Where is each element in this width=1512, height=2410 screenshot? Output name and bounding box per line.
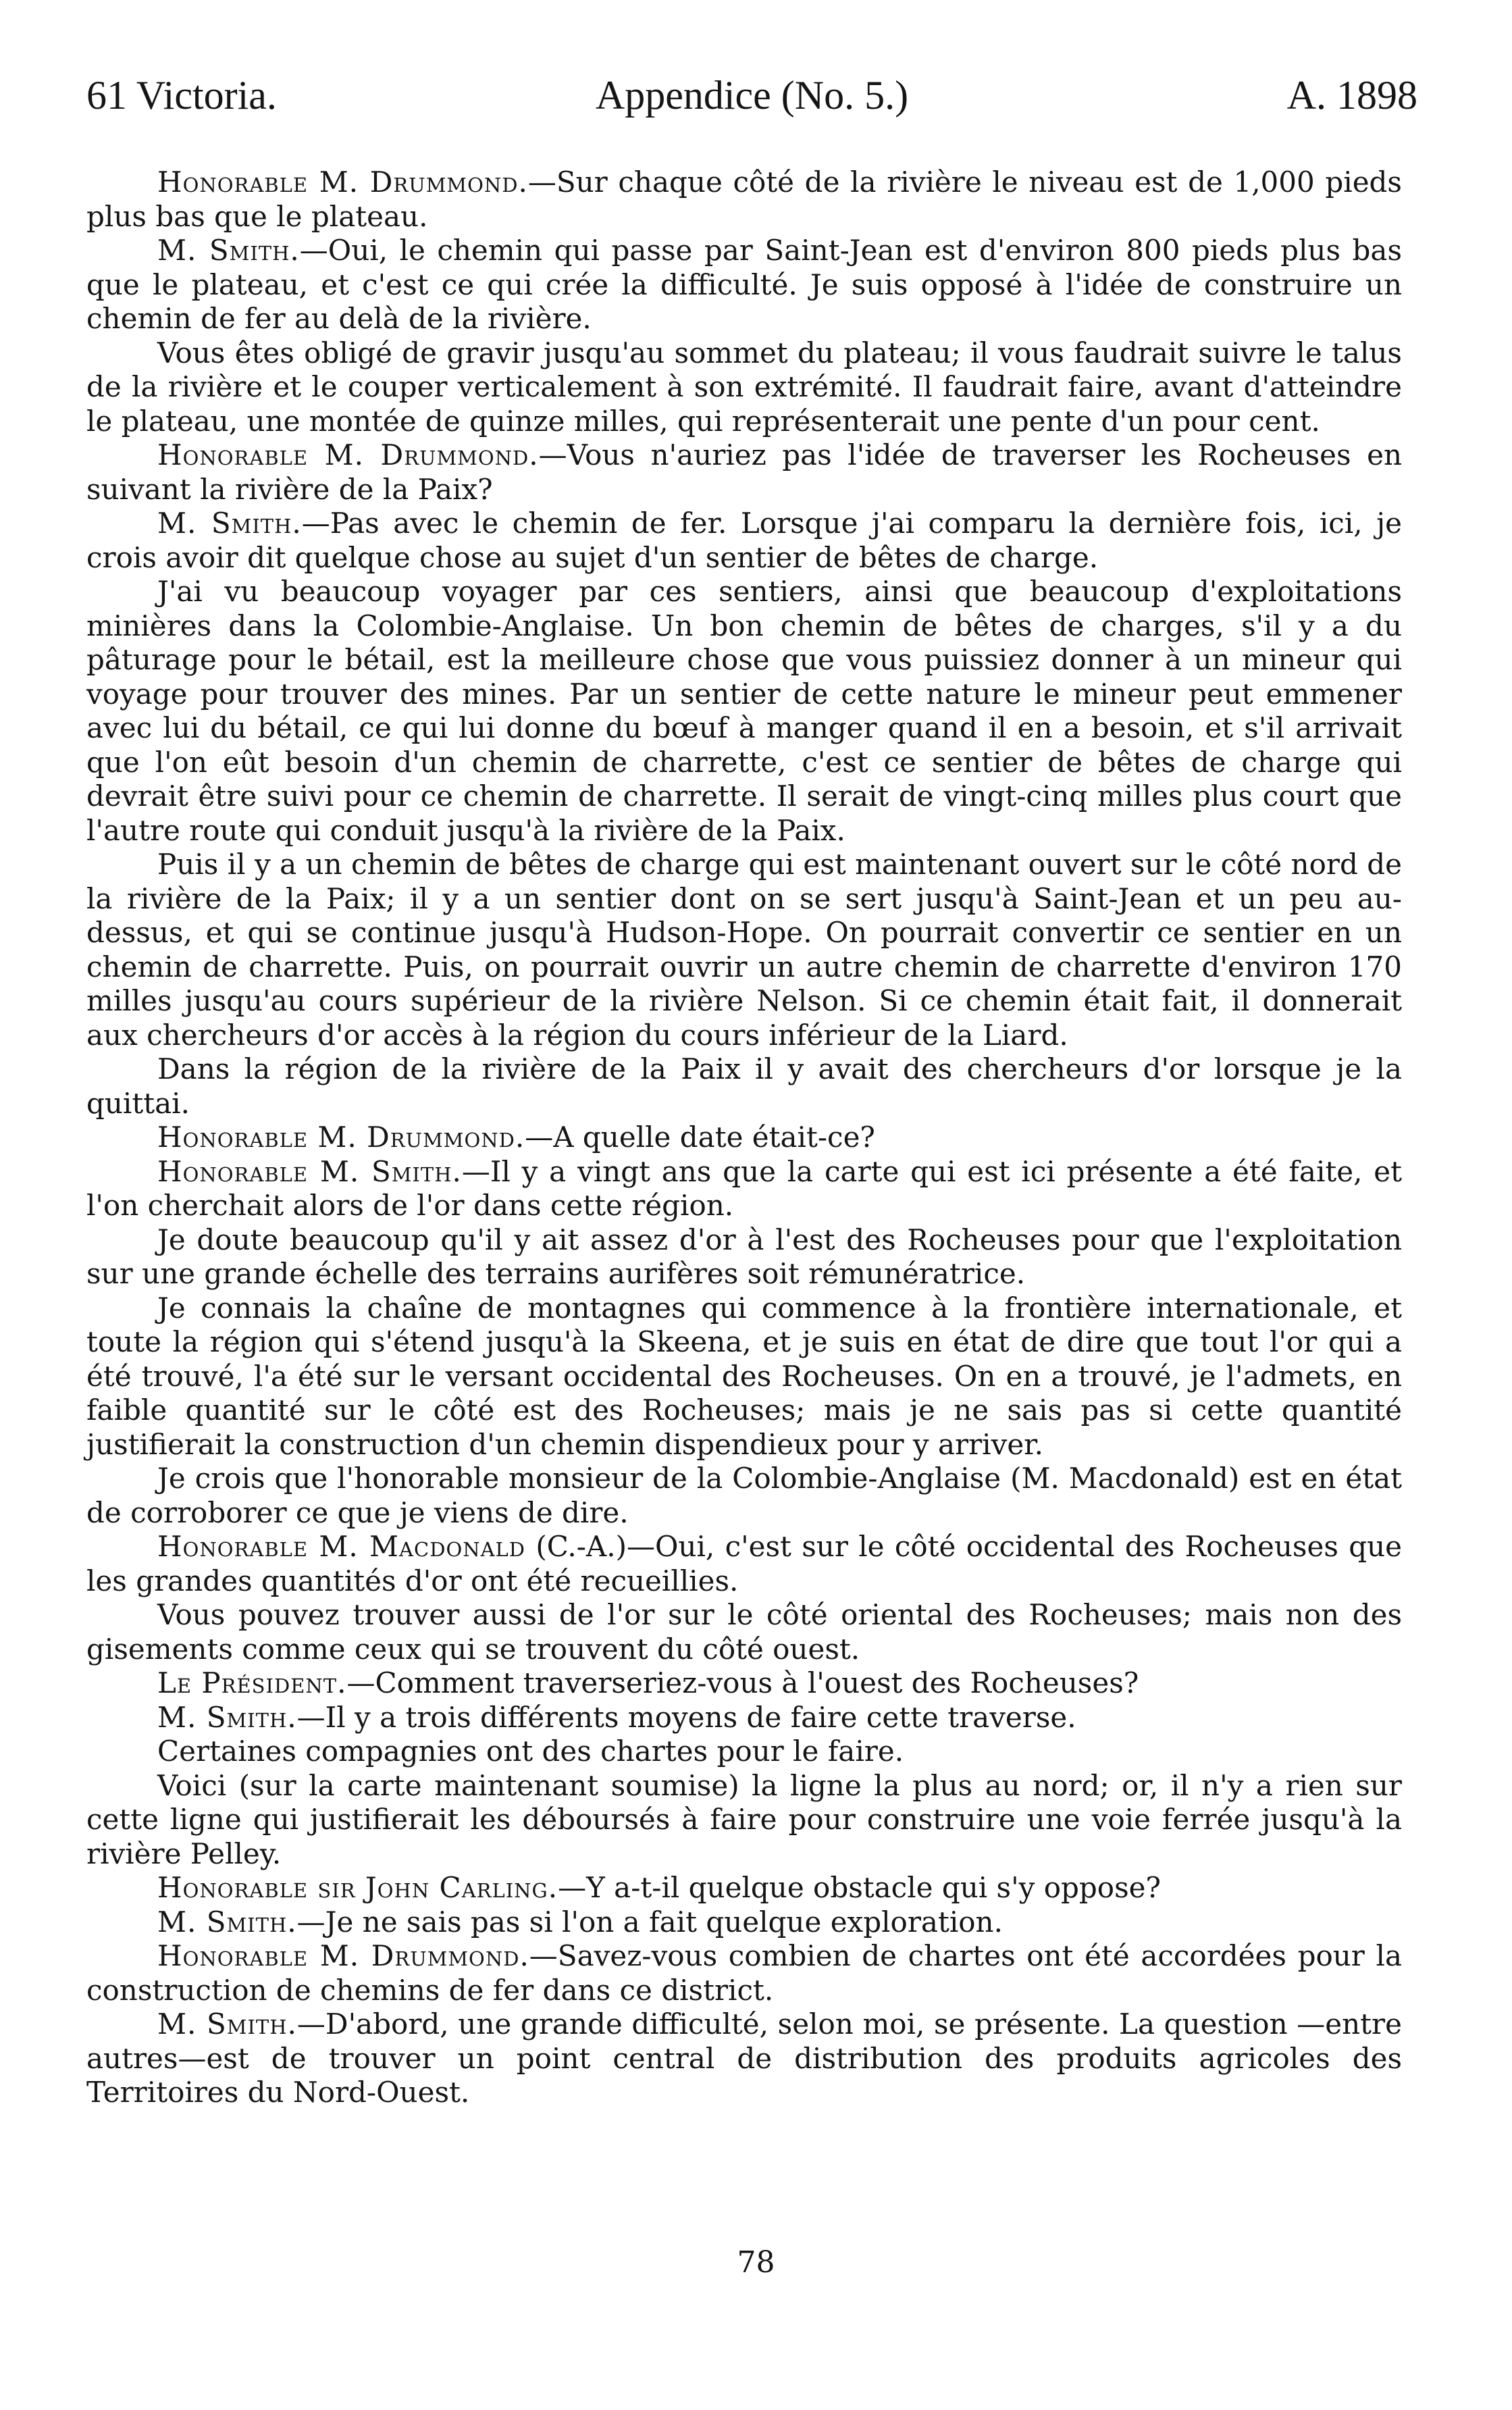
paragraph xyxy=(86,575,1402,848)
paragraph xyxy=(86,234,1402,336)
paragraph-text: —Il y a vingt ans que la carte qui est ici présente a été faite, et l'on cherchait alors de l'or dans cette région. xyxy=(86,1154,1402,1222)
header-year: A. 1898 xyxy=(1286,73,1417,118)
paragraph-text: —Je ne sais pas si l'on a fait quelque exploration. xyxy=(296,1905,1003,1939)
paragraph xyxy=(86,507,1402,575)
paragraph xyxy=(86,1735,1402,1769)
paragraph-text: —D'abord, une grande difficulté, selon moi, se présente. La question —entre autres—est de trouver un point central de distribution des produits agricoles des Territoires du Nord-Ouest. xyxy=(86,2007,1402,2109)
paragraph xyxy=(86,1939,1402,2007)
paragraph-text: J'ai vu beaucoup voyager par ces sentiers, ainsi que beaucoup d'exploitations minières dans la Colombie-Anglaise. Un bon chemin de bêtes de charges, s'il y a du pâturage pour le bétail, est la meilleure chose que vous puissiez donner à un mineur qui voyage pour trouver des mines. Par un sentier de cette nature le mineur peut emmener avec lui du bétail, ce qui lui donne du bœuf à manger quand il en a besoin, et s'il arrivait que l'on eût besoin d'un chemin de charrette, c'est ce sentier de bêtes de charge qui devrait être suivi pour ce chemin de charrette. Il serait de vingt-cinq milles plus court que l'autre route qui conduit jusqu'à la rivière de la Paix. xyxy=(86,575,1402,847)
paragraph-text: Dans la région de la rivière de la Paix il y avait des chercheurs d'or lorsque je la quittai. xyxy=(86,1052,1402,1120)
paragraph xyxy=(86,1598,1402,1666)
paragraph xyxy=(86,1666,1402,1701)
paragraph xyxy=(86,1701,1402,1735)
paragraph-text: —Savez-vous combien de chartes ont été accordées pour la construction de chemins de fer dans ce district. xyxy=(86,1939,1402,2007)
paragraph xyxy=(86,1052,1402,1121)
paragraph-text: Je doute beaucoup qu'il y ait assez d'or à l'est des Rocheuses pour que l'exploitation sur une grande échelle des terrains aurifères soit rémunératrice. xyxy=(86,1223,1402,1290)
paragraph-text: —Il y a trois différents moyens de faire cette traverse. xyxy=(296,1700,1076,1734)
paragraph xyxy=(86,1530,1402,1598)
speaker-name: Honorable M. Drummond. xyxy=(157,1939,529,1972)
speaker-name: Honorable M. Drummond. xyxy=(157,165,528,199)
speaker-name: Honorable M. Drummond. xyxy=(157,438,539,471)
paragraph-text: —Y a-t-il quelque obstacle qui s'y oppose? xyxy=(558,1871,1162,1904)
paragraph-text: Certaines compagnies ont des chartes pour le faire. xyxy=(157,1735,904,1768)
paragraph-text: Je crois que l'honorable monsieur de la Colombie-Anglaise (M. Macdonald) est en état de corroborer ce que je viens de dire. xyxy=(86,1462,1402,1529)
paragraph xyxy=(86,1871,1402,1905)
paragraph-text: —Pas avec le chemin de fer. Lorsque j'ai comparu la dernière fois, ici, je crois avoir dit quelque chose au sujet d'un sentier de bêtes de charge. xyxy=(86,507,1402,574)
paragraph xyxy=(86,1291,1402,1462)
paragraph xyxy=(86,848,1402,1052)
page-header xyxy=(86,65,1417,126)
speaker-name: M. Smith. xyxy=(157,2007,297,2041)
paragraph-text: Puis il y a un chemin de bêtes de charge qui est maintenant ouvert sur le côté nord de la rivière de la Paix; il y a un sentier dont on se sert jusqu'à Saint-Jean et un peu au-dessus, et qui se continue jusqu'à Hudson-Hope. On pourrait convertir ce sentier en un chemin de charrette. Puis, on pourrait ouvrir un autre chemin de charrette d'environ 170 milles jusqu'au cours supérieur de la rivière Nelson. Si ce chemin était fait, il donnerait aux chercheurs d'or accès à la région du cours inférieur de la Liard. xyxy=(86,848,1402,1052)
paragraph-text: Vous pouvez trouver aussi de l'or sur le côté oriental des Rocheuses; mais non des gisements comme ceux qui se trouvent du côté ouest. xyxy=(86,1598,1402,1666)
speaker-name: M. Smith. xyxy=(157,1905,297,1939)
paragraph xyxy=(86,1223,1402,1291)
speaker-name: M. Smith. xyxy=(157,1700,297,1734)
header-appendix: Appendice (No. 5.) xyxy=(595,73,909,118)
paragraph-text: Vous êtes obligé de gravir jusqu'au sommet du plateau; il vous faudrait suivre le talus de la rivière et le couper verticalement à son extrémité. Il faudrait faire, avant d'atteindre le plateau, une montée de quinze milles, qui représenterait une pente d'un pour cent. xyxy=(86,336,1402,438)
paragraph xyxy=(86,1905,1402,1940)
speaker-name: Honorable M. Smith. xyxy=(157,1154,462,1188)
paragraph xyxy=(86,1769,1402,1872)
paragraph-text: —Comment traverseriez-vous à l'ouest des Rocheuses? xyxy=(346,1666,1139,1699)
paragraph-text: Voici (sur la carte maintenant soumise) la ligne la plus au nord; or, il n'y a rien sur cette ligne qui justifierait les déboursés à faire pour construire une voie ferrée jusqu'à la rivière Pelley. xyxy=(86,1768,1402,1870)
speaker-name: Honorable sir John Carling. xyxy=(157,1871,558,1904)
speaker-name: Le Président. xyxy=(157,1666,347,1699)
speaker-name: Honorable M. Macdonald xyxy=(157,1530,526,1563)
paragraph-text: —Vous n'auriez pas l'idée de traverser les Rocheuses en suivant la rivière de la Paix? xyxy=(86,438,1402,506)
paragraph xyxy=(86,336,1402,439)
paragraph-text: Je connais la chaîne de montagnes qui commence à la frontière internationale, et toute la région qui s'étend jusqu'à la Skeena, et je suis en état de dire que tout l'or qui a été trouvé, l'a été sur le versant occidental des Rocheuses. On en a trouvé, je l'admets, en faible quantité sur le côté est des Rocheuses; mais je ne sais pas si cette quantité justifierait la construction d'un chemin dispendieux pour y arriver. xyxy=(86,1291,1402,1461)
paragraph xyxy=(86,438,1402,507)
paragraph xyxy=(86,165,1402,234)
paragraph-text: —A quelle date était-ce? xyxy=(525,1121,875,1154)
paragraph-text: —Sur chaque côté de la rivière le niveau est de 1,000 pieds plus bas que le plateau. xyxy=(86,165,1402,233)
paragraph-text: —Oui, le chemin qui passe par Saint-Jean est d'environ 800 pieds plus bas que le plateau, et c'est ce qui crée la difficulté. Je suis opposé à l'idée de construire un chemin de fer au delà de la rivière. xyxy=(86,234,1402,335)
speaker-name: Honorable M. Drummond. xyxy=(157,1121,525,1154)
speaker-name: M. Smith. xyxy=(157,507,302,540)
paragraph xyxy=(86,2007,1402,2110)
transcript-body xyxy=(86,165,1402,2110)
paragraph xyxy=(86,1462,1402,1530)
paragraph xyxy=(86,1155,1402,1223)
paragraph-text: (C.-A.)—Oui, c'est sur le côté occidental des Rocheuses que les grandes quantités d'or ont été recueillies. xyxy=(86,1530,1402,1597)
header-session: 61 Victoria. xyxy=(86,73,277,118)
page-number: 78 xyxy=(737,2245,775,2280)
speaker-name: M. Smith. xyxy=(157,234,300,267)
paragraph xyxy=(86,1121,1402,1155)
